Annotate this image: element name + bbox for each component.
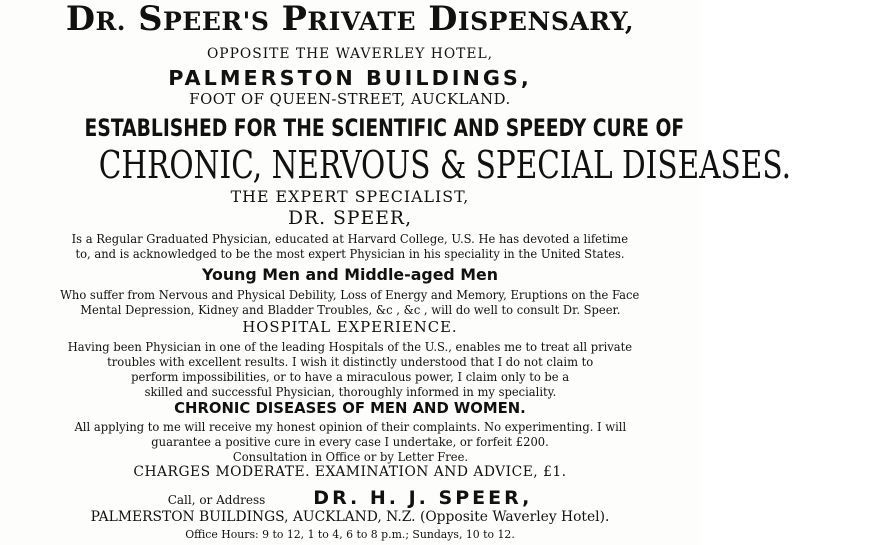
suffer-line-2 [0, 304, 700, 316]
hospital-text-4: skilled and successful Physician, thoroughly informed in my speciality. [144, 385, 556, 399]
young-men-heading: Young Men and Middle-aged Men [202, 265, 498, 284]
consultation-text: Consultation in Office or by Letter Free. [232, 450, 468, 464]
signature-name: DR. H. J. SPEER, [313, 487, 533, 509]
applying-line-1 [0, 421, 700, 433]
hospital-text-2: troubles with excellent results. I wish it distinctly understood that I do not claim to [106, 355, 594, 369]
specialist-line: THE EXPERT SPECIALIST, [230, 187, 470, 206]
diseases-heading [0, 143, 791, 187]
graduated-line-2 [0, 248, 700, 260]
address-note: (Opposite Waverley Hotel). [419, 509, 610, 525]
applying-text-1: All applying to me will receive my honest opinion of their complaints. No experimenting. I will [74, 420, 626, 434]
hospital-text-3: perform impossibilities, or to have a miraculous power, I claim only to be a [130, 370, 569, 384]
address-main: PALMERSTON BUILDINGS, AUCKLAND, N.Z. [90, 509, 416, 525]
suffer-line-1 [0, 289, 700, 301]
buildings-line: PALMERSTON BUILDINGS, [168, 66, 532, 90]
chronic-heading: CHRONIC DISEASES OF MEN AND WOMEN. [174, 400, 526, 417]
heading-word-speers-rest: PEER'S [163, 7, 270, 36]
hospital-line-2 [0, 356, 700, 368]
applying-text-2: guarantee a positive cure in every case I undertake, or forfeit £200. [151, 435, 549, 449]
address-call-line [0, 489, 700, 508]
heading-word-dr-rest: R. [95, 7, 127, 36]
hospital-heading: HOSPITAL EXPERIENCE. [242, 319, 458, 336]
suffer-text-1: Who suffer from Nervous and Physical Debility, Loss of Energy and Memory, Eruptions on the Face [60, 288, 640, 302]
office-hours-line: Office Hours: 9 to 12, 1 to 4, 6 to 8 p.m.; Sundays, 10 to 12. [185, 528, 515, 541]
advert-heading [0, 2, 700, 36]
street-line: FOOT OF QUEEN-STREET, AUCKLAND. [189, 91, 511, 108]
call-label: Call, or Address [167, 493, 266, 507]
applying-line-2 [0, 436, 700, 448]
heading-word-dispensary-initial: D [428, 0, 458, 38]
heading-word-speers-initial: S [138, 0, 163, 38]
graduated-text-1: Is a Regular Graduated Physician, educated at Harvard College, U.S. He has devoted a lifetime [71, 232, 629, 246]
hospital-line-1 [0, 341, 700, 353]
hospital-line-3 [0, 371, 700, 383]
established-text: ESTABLISHED FOR THE SCIENTIFIC AND SPEEDY CURE OF [84, 114, 685, 142]
suffer-text-2: Mental Depression, Kidney and Bladder Troubles, &c , &c , will do well to consult Dr. Speer. [79, 303, 621, 317]
hospital-line-4 [0, 386, 700, 398]
charges-line: CHARGES MODERATE. EXAMINATION AND ADVICE, £1. [133, 464, 567, 480]
heading-word-dr-initial: D [65, 0, 96, 38]
heading-word-private-initial: P [281, 0, 308, 38]
established-line [0, 116, 700, 140]
hospital-text-1: Having been Physician in one of the leading Hospitals of the U.S., enables me to treat all private [67, 340, 633, 354]
graduated-line-1 [0, 233, 700, 245]
doctor-name-line: DR. SPEER, [287, 208, 413, 229]
heading-word-private-rest: RIVATE [307, 7, 417, 36]
address-line [0, 511, 700, 525]
diseases-heading-text: CHRONIC, NERVOUS & SPECIAL DISEASES. [98, 143, 791, 187]
consultation-line [0, 451, 700, 463]
graduated-text-2: to, and is acknowledged to be the most expert Physician in his speciality in the United States. [75, 247, 625, 261]
heading-word-dispensary-rest: ISPENSARY, [457, 7, 635, 36]
opposite-line: OPPOSITE THE WAVERLEY HOTEL, [206, 46, 494, 62]
